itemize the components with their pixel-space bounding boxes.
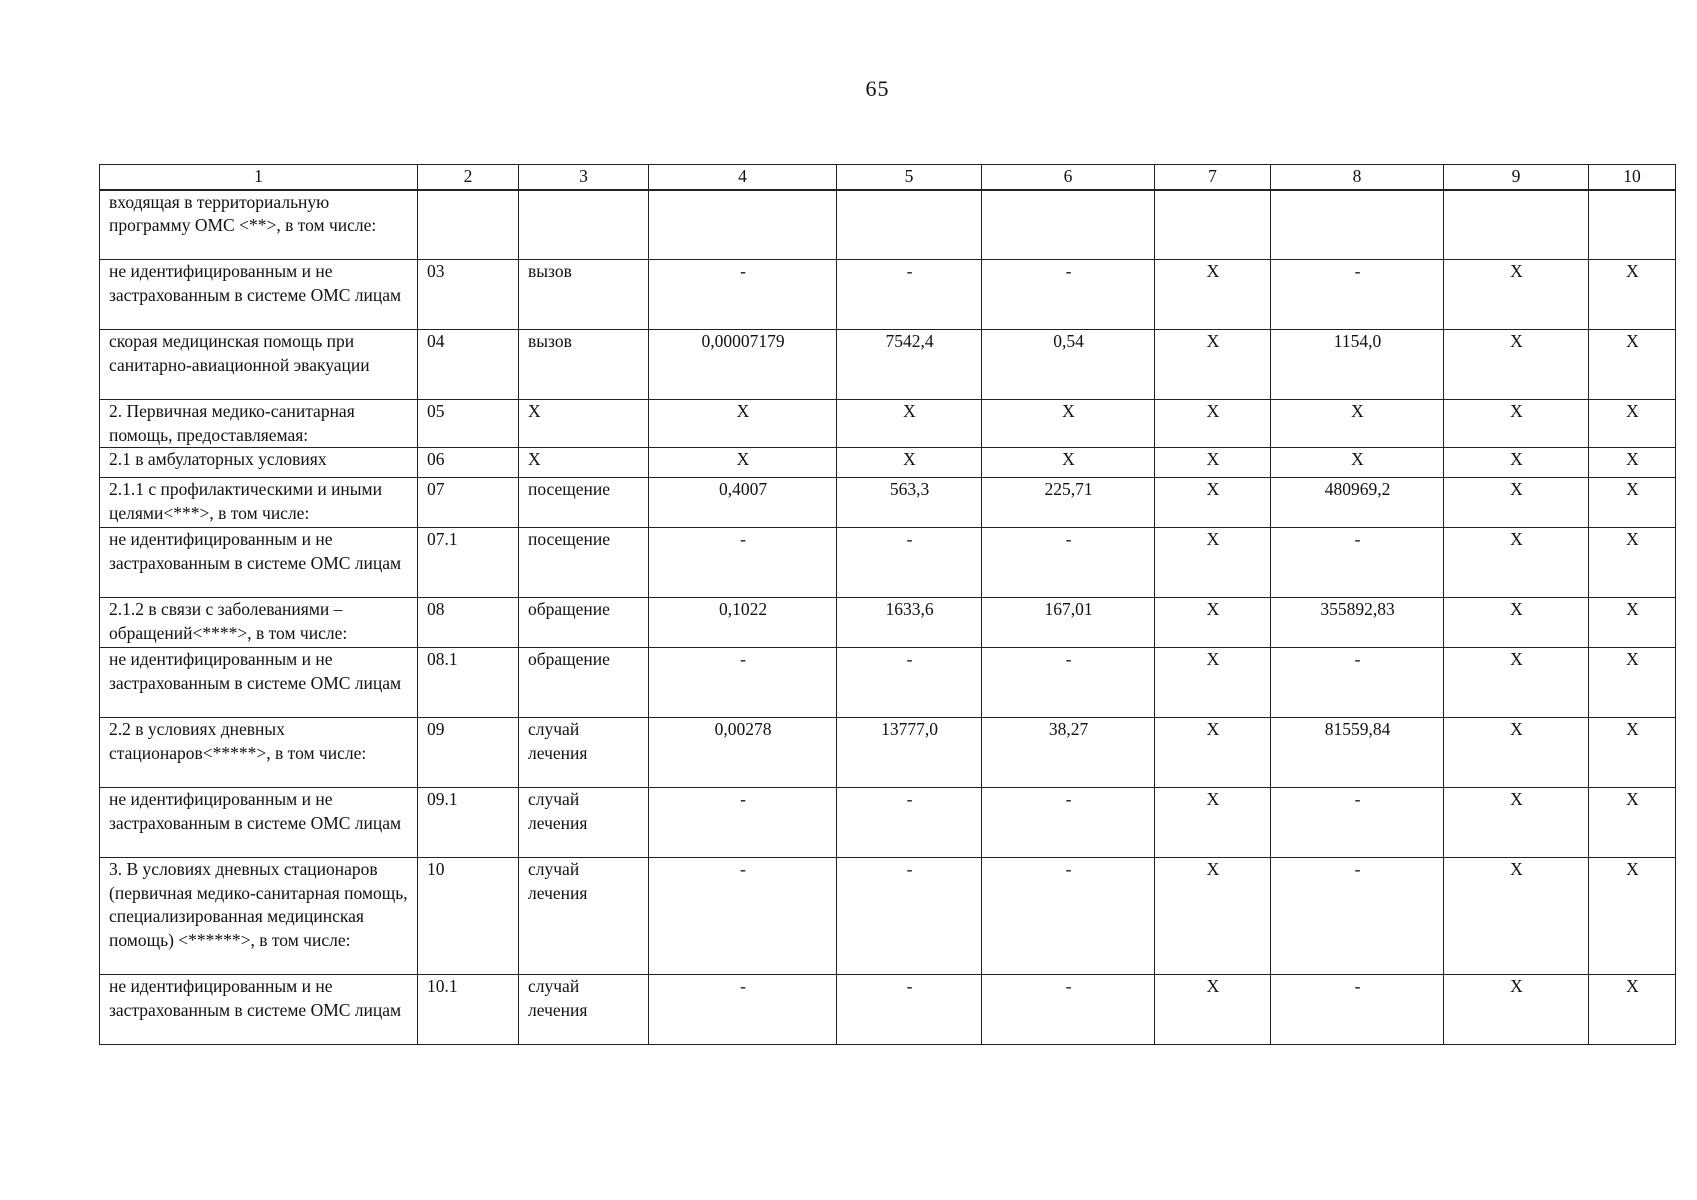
value-cell-col10: X	[1589, 718, 1676, 788]
indicator-name-cell: 3. В условиях дневных стационаров (первичная медико-санитарная помощь, специализированная медицинская помощь) <******>, в том числе:	[100, 858, 418, 975]
table-row	[100, 788, 1676, 858]
row-code-cell: 04	[418, 330, 519, 400]
value-cell-col9: X	[1444, 528, 1589, 598]
table-row	[100, 975, 1676, 1045]
column-header: 8	[1271, 165, 1444, 190]
value-cell-col10	[1589, 190, 1676, 260]
value-cell-col9: X	[1444, 400, 1589, 448]
table-row	[100, 190, 1676, 260]
value-cell-col7: X	[1155, 718, 1271, 788]
row-code-cell: 09.1	[418, 788, 519, 858]
unit-cell: случай лечения	[519, 788, 649, 858]
indicator-name-cell: не идентифицированным и не застрахованным в системе ОМС лицам	[100, 260, 418, 330]
row-code-cell: 08.1	[418, 648, 519, 718]
value-cell-col6	[982, 190, 1155, 260]
value-cell-col7: X	[1155, 858, 1271, 975]
value-cell-col6: 167,01	[982, 598, 1155, 648]
value-cell-col10: X	[1589, 478, 1676, 528]
value-cell-col7: X	[1155, 260, 1271, 330]
table-row	[100, 478, 1676, 528]
indicator-name-cell: не идентифицированным и не застрахованным в системе ОМС лицам	[100, 788, 418, 858]
value-cell-col5: 563,3	[837, 478, 982, 528]
indicator-name-cell: 2.2 в условиях дневных стационаров<*****>, в том числе:	[100, 718, 418, 788]
value-cell-col6: -	[982, 260, 1155, 330]
value-cell-col8	[1271, 190, 1444, 260]
table-row	[100, 330, 1676, 400]
indicator-name-cell: не идентифицированным и не застрахованным в системе ОМС лицам	[100, 975, 418, 1045]
table-row	[100, 448, 1676, 478]
value-cell-col5: -	[837, 975, 982, 1045]
value-cell-col7: X	[1155, 975, 1271, 1045]
value-cell-col10: X	[1589, 260, 1676, 330]
value-cell-col6: -	[982, 858, 1155, 975]
value-cell-col10: X	[1589, 975, 1676, 1045]
value-cell-col4: 0,00007179	[649, 330, 837, 400]
value-cell-col5: -	[837, 788, 982, 858]
value-cell-col6: -	[982, 648, 1155, 718]
value-cell-col10: X	[1589, 528, 1676, 598]
value-cell-col4: 0,1022	[649, 598, 837, 648]
value-cell-col6: X	[982, 400, 1155, 448]
unit-cell: вызов	[519, 330, 649, 400]
value-cell-col8: -	[1271, 260, 1444, 330]
header-row	[100, 165, 1676, 190]
value-cell-col4: -	[649, 858, 837, 975]
value-cell-col9	[1444, 190, 1589, 260]
value-cell-col4: -	[649, 788, 837, 858]
value-cell-col4: -	[649, 975, 837, 1045]
value-cell-col6: 225,71	[982, 478, 1155, 528]
value-cell-col4: 0,4007	[649, 478, 837, 528]
table-row	[100, 598, 1676, 648]
value-cell-col8: 355892,83	[1271, 598, 1444, 648]
table-row	[100, 858, 1676, 975]
table-row	[100, 648, 1676, 718]
page-number: 65	[865, 76, 890, 101]
row-code-cell: 07.1	[418, 528, 519, 598]
unit-cell: случай лечения	[519, 975, 649, 1045]
unit-cell: обращение	[519, 598, 649, 648]
value-cell-col5: 1633,6	[837, 598, 982, 648]
value-cell-col8: -	[1271, 858, 1444, 975]
value-cell-col8: -	[1271, 788, 1444, 858]
row-code-cell	[418, 190, 519, 260]
indicator-name-cell: не идентифицированным и не застрахованным в системе ОМС лицам	[100, 648, 418, 718]
value-cell-col8: X	[1271, 448, 1444, 478]
value-cell-col7: X	[1155, 400, 1271, 448]
value-cell-col6: -	[982, 975, 1155, 1045]
value-cell-col4: -	[649, 260, 837, 330]
table-row	[100, 260, 1676, 330]
value-cell-col8: -	[1271, 528, 1444, 598]
value-cell-col5: -	[837, 260, 982, 330]
column-header: 10	[1589, 165, 1676, 190]
indicator-name-cell: 2.1 в амбулаторных условиях	[100, 448, 418, 478]
value-cell-col8: X	[1271, 400, 1444, 448]
data-table	[99, 164, 1676, 1045]
column-header: 4	[649, 165, 837, 190]
value-cell-col5: -	[837, 858, 982, 975]
value-cell-col10: X	[1589, 330, 1676, 400]
value-cell-col5: 7542,4	[837, 330, 982, 400]
value-cell-col7: X	[1155, 330, 1271, 400]
table-row	[100, 528, 1676, 598]
value-cell-col7: X	[1155, 478, 1271, 528]
value-cell-col9: X	[1444, 975, 1589, 1045]
value-cell-col4: -	[649, 528, 837, 598]
value-cell-col6: -	[982, 528, 1155, 598]
unit-cell: посещение	[519, 478, 649, 528]
indicator-name-cell: входящая в территориальную программу ОМС <**>, в том числе:	[100, 190, 418, 260]
unit-cell: X	[519, 400, 649, 448]
value-cell-col9: X	[1444, 648, 1589, 718]
value-cell-col10: X	[1589, 448, 1676, 478]
value-cell-col10: X	[1589, 788, 1676, 858]
indicator-name-cell: 2.1.2 в связи с заболеваниями – обращений<****>, в том числе:	[100, 598, 418, 648]
value-cell-col7: X	[1155, 598, 1271, 648]
row-code-cell: 09	[418, 718, 519, 788]
unit-cell	[519, 190, 649, 260]
row-code-cell: 08	[418, 598, 519, 648]
value-cell-col6: 38,27	[982, 718, 1155, 788]
column-header: 3	[519, 165, 649, 190]
table-row	[100, 718, 1676, 788]
row-code-cell: 05	[418, 400, 519, 448]
value-cell-col9: X	[1444, 858, 1589, 975]
value-cell-col4: X	[649, 448, 837, 478]
value-cell-col8: -	[1271, 648, 1444, 718]
column-header: 6	[982, 165, 1155, 190]
value-cell-col9: X	[1444, 598, 1589, 648]
value-cell-col9: X	[1444, 718, 1589, 788]
column-header: 2	[418, 165, 519, 190]
value-cell-col10: X	[1589, 400, 1676, 448]
value-cell-col7: X	[1155, 788, 1271, 858]
unit-cell: случай лечения	[519, 718, 649, 788]
value-cell-col5: -	[837, 528, 982, 598]
column-header: 9	[1444, 165, 1589, 190]
column-header: 5	[837, 165, 982, 190]
value-cell-col5: X	[837, 448, 982, 478]
column-header: 7	[1155, 165, 1271, 190]
value-cell-col9: X	[1444, 478, 1589, 528]
value-cell-col6: 0,54	[982, 330, 1155, 400]
row-code-cell: 10	[418, 858, 519, 975]
unit-cell: случай лечения	[519, 858, 649, 975]
value-cell-col6: X	[982, 448, 1155, 478]
value-cell-col8: 480969,2	[1271, 478, 1444, 528]
column-header: 1	[100, 165, 418, 190]
value-cell-col4: 0,00278	[649, 718, 837, 788]
value-cell-col4: -	[649, 648, 837, 718]
value-cell-col9: X	[1444, 330, 1589, 400]
unit-cell: посещение	[519, 528, 649, 598]
row-code-cell: 03	[418, 260, 519, 330]
value-cell-col5: X	[837, 400, 982, 448]
value-cell-col7: X	[1155, 448, 1271, 478]
value-cell-col5: 13777,0	[837, 718, 982, 788]
value-cell-col5: -	[837, 648, 982, 718]
value-cell-col8: -	[1271, 975, 1444, 1045]
value-cell-col9: X	[1444, 788, 1589, 858]
row-code-cell: 06	[418, 448, 519, 478]
value-cell-col7: X	[1155, 528, 1271, 598]
unit-cell: обращение	[519, 648, 649, 718]
row-code-cell: 07	[418, 478, 519, 528]
value-cell-col10: X	[1589, 648, 1676, 718]
indicator-name-cell: 2.1.1 с профилактическими и иными целями<***>, в том числе:	[100, 478, 418, 528]
indicator-name-cell: скорая медицинская помощь при санитарно-авиационной эвакуации	[100, 330, 418, 400]
value-cell-col8: 81559,84	[1271, 718, 1444, 788]
value-cell-col9: X	[1444, 260, 1589, 330]
table-body	[100, 190, 1676, 1045]
value-cell-col7: X	[1155, 648, 1271, 718]
value-cell-col4	[649, 190, 837, 260]
indicator-name-cell: не идентифицированным и не застрахованным в системе ОМС лицам	[100, 528, 418, 598]
value-cell-col5	[837, 190, 982, 260]
value-cell-col4: X	[649, 400, 837, 448]
table-row	[100, 400, 1676, 448]
unit-cell: вызов	[519, 260, 649, 330]
indicator-name-cell: 2. Первичная медико-санитарная помощь, предоставляемая:	[100, 400, 418, 448]
value-cell-col7	[1155, 190, 1271, 260]
row-code-cell: 10.1	[418, 975, 519, 1045]
unit-cell: X	[519, 448, 649, 478]
value-cell-col10: X	[1589, 858, 1676, 975]
value-cell-col10: X	[1589, 598, 1676, 648]
value-cell-col6: -	[982, 788, 1155, 858]
value-cell-col8: 1154,0	[1271, 330, 1444, 400]
value-cell-col9: X	[1444, 448, 1589, 478]
